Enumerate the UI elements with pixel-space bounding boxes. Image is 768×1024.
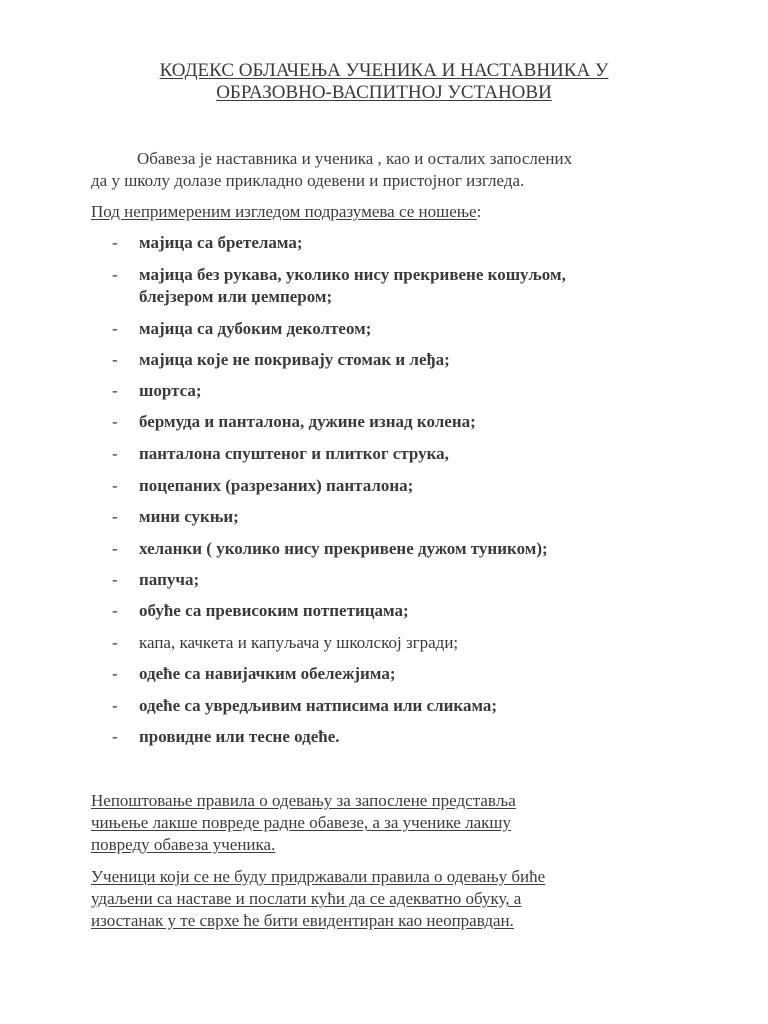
list-item-text: хеланки ( уколико нису прекривене дужом туником); (139, 539, 548, 558)
list-item-text: мајица са дубоким деколтеом; (139, 319, 372, 338)
list-item-text: шортса; (139, 381, 202, 400)
list-item-text: поцепаних (разрезаних) панталона; (139, 476, 414, 495)
list-item (112, 411, 692, 433)
paragraph-line: удаљени са наставе и послати кући да се адекватно обуку, а (91, 889, 522, 908)
list-item-text: капа, качкета и капуљача у школској згради; (139, 633, 459, 652)
bullet-dash: - (112, 696, 118, 715)
bullet-dash: - (112, 233, 118, 252)
bullet-dash: - (112, 350, 118, 369)
list-item-text: панталона спуштеног и плитког струка, (139, 444, 449, 463)
list-item (112, 695, 692, 717)
paragraph-line: повреду обавеза ученика. (91, 835, 276, 854)
list-item-text: одеће са навијачким обележјима; (139, 664, 396, 683)
list-item-text-continued: блејзером или џемпером; (139, 287, 333, 306)
bullet-dash: - (112, 381, 118, 400)
document-title-line-1: КОДЕКС ОБЛАЧЕЊА УЧЕНИКА И НАСТАВНИКА У (159, 60, 609, 81)
list-item (112, 663, 692, 685)
bullet-dash: - (112, 444, 118, 463)
bullet-dash: - (112, 633, 118, 652)
paragraph-line: Непоштовање правила о одевању за запослене представља (91, 791, 516, 810)
bullet-dash: - (112, 476, 118, 495)
intro-paragraph (91, 148, 691, 192)
list-item (112, 232, 692, 254)
list-item (112, 538, 692, 560)
document-title-line-2: ОБРАЗОВНО-ВАСПИТНОЈ УСТАНОВИ (216, 82, 552, 103)
bullet-dash: - (112, 664, 118, 683)
paragraph-line: чињење лакше повреде радне обавезе, а за ученике лакшу (91, 813, 511, 832)
list-item-text: мајица са бретелама; (139, 233, 303, 252)
list-heading-colon: : (476, 202, 482, 221)
list-item-text: провидне или тесне одеће. (139, 727, 340, 746)
intro-line-1-text: Обавеза је наставника и ученика , као и осталих запослених (137, 149, 573, 168)
list-heading (91, 201, 481, 223)
list-item-text: папуча; (139, 570, 200, 589)
bullet-dash: - (112, 507, 118, 526)
intro-line-1 (91, 148, 691, 170)
intro-line-2: да у школу долазе прикладно одевени и пристојног изгледа. (91, 171, 525, 190)
list-item (112, 726, 692, 748)
list-item (112, 349, 692, 371)
bullet-dash: - (112, 319, 118, 338)
list-item-text: мајица без рукава, уколико нису прекривене кошуљом, (139, 265, 566, 284)
list-item (112, 264, 692, 308)
list-item-text: мини сукњи; (139, 507, 239, 526)
list-item-text: одеће са увредљивим натписима или сликама; (139, 696, 498, 715)
list-item (112, 632, 692, 654)
bullet-dash: - (112, 601, 118, 620)
list-item-text: бермуда и панталона, дужине изнад колена; (139, 412, 476, 431)
bullet-dash: - (112, 727, 118, 746)
list-item (112, 443, 692, 465)
list-item-text: обуће са превисоким потпетицама; (139, 601, 409, 620)
bullet-dash: - (112, 412, 118, 431)
list-item-text: мајица које не покривају стомак и леђа; (139, 350, 450, 369)
list-item (112, 475, 692, 497)
bullet-dash: - (112, 570, 118, 589)
list-item (112, 600, 692, 622)
sanction-paragraph-staff (91, 790, 691, 856)
paragraph-line: Ученици који се не буду придржавали правила о одевању биће (91, 867, 546, 886)
list-heading-text: Под непримереним изгледом подразумева се ношење (91, 202, 477, 221)
list-item (112, 380, 692, 402)
list-item (112, 506, 692, 528)
bullet-dash: - (112, 539, 118, 558)
paragraph-line: изостанак у те сврхе ће бити евидентиран као неоправдан. (91, 911, 514, 930)
list-item (112, 318, 692, 340)
list-item (112, 569, 692, 591)
sanction-paragraph-students (91, 866, 691, 932)
bullet-dash: - (112, 265, 118, 284)
